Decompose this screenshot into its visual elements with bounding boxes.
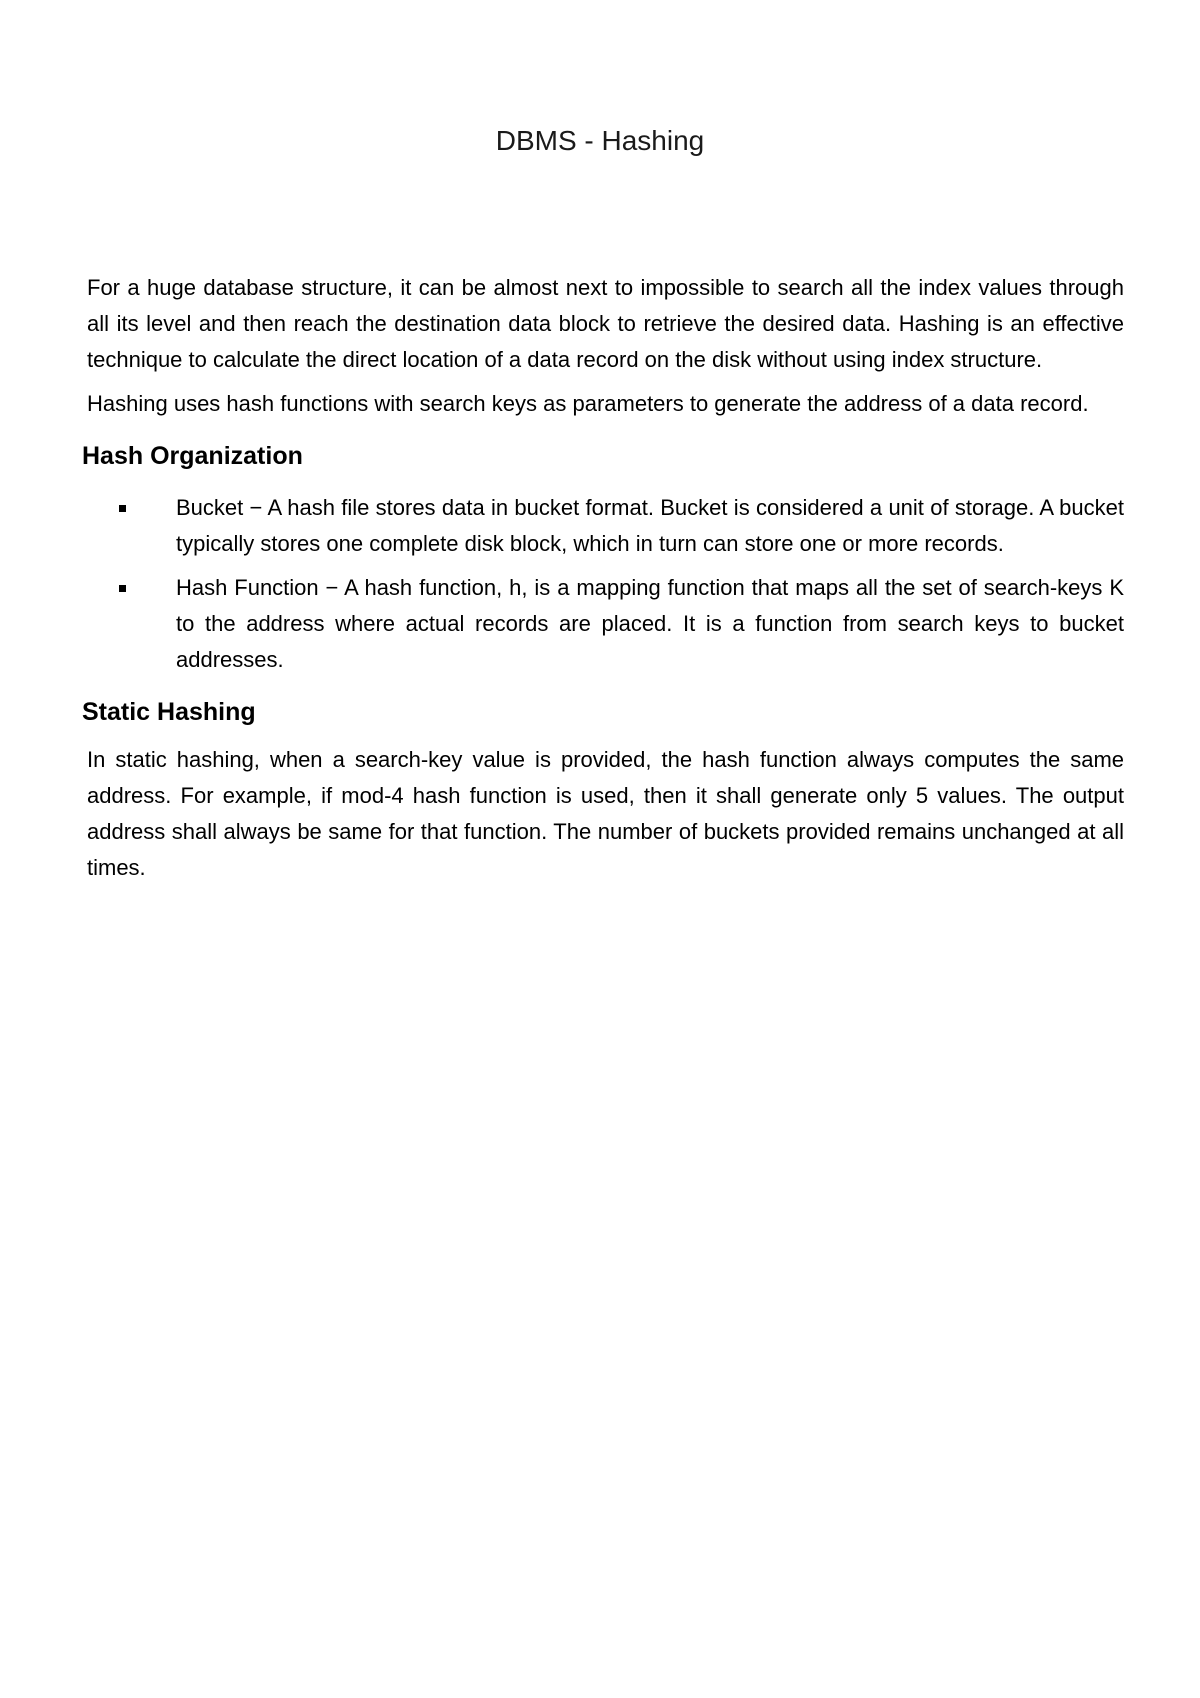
- hash-organization-heading: Hash Organization: [82, 442, 303, 470]
- square-bullet-icon: [119, 505, 126, 512]
- intro-paragraph-1: For a huge database structure, it can be almost next to impossible to search all the index values through all its level and then reach the destination data block to retrieve the desired data. Hashing is an effective technique to calculate the direct location of a data record on the disk without using index structure.: [87, 275, 1124, 372]
- static-hashing-paragraph: In static hashing, when a search-key value is provided, the hash function always computes the same address. For example, if mod-4 hash function is used, then it shall generate only 5 values. The output address shall always be same for that function. The number of buckets provided remains unchanged at all times.: [87, 747, 1124, 880]
- hash-organization-list: [87, 490, 1124, 678]
- static-hashing-heading: Static Hashing: [82, 698, 256, 726]
- page-title: DBMS - Hashing: [495, 125, 705, 156]
- list-item-text: Hash Function − A hash function, h, is a mapping function that maps all the set of search-keys K to the address where actual records are placed. It is a function from search keys to bucket addresses.: [176, 575, 1124, 672]
- list-item-bucket: [87, 490, 1124, 562]
- intro-paragraph-2: Hashing uses hash functions with search keys as parameters to generate the address of a data record.: [87, 391, 1089, 416]
- document-content: [82, 270, 1124, 894]
- square-bullet-icon: [119, 585, 126, 592]
- list-item-hash-function: [87, 570, 1124, 678]
- list-item-text: Bucket − A hash file stores data in bucket format. Bucket is considered a unit of storage. A bucket typically stores one complete disk block, which in turn can store one or more records.: [176, 495, 1124, 556]
